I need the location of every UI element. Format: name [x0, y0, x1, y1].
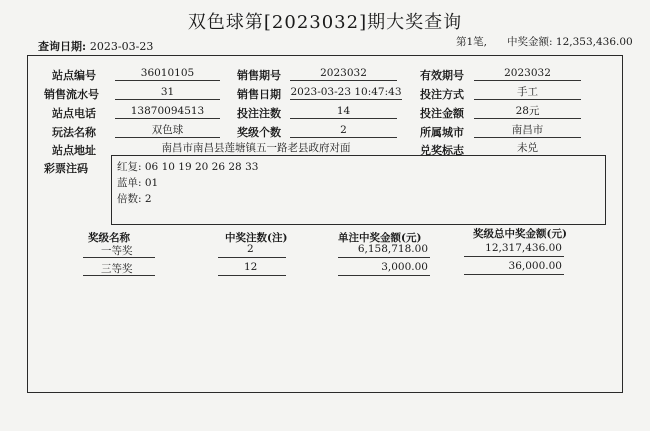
total-prize-value: 12,353,436.00 [555, 36, 633, 48]
record-count: 第1笔, [456, 36, 488, 48]
phone-label: 站点电话 [52, 107, 96, 120]
city-value: 南昌市 [474, 124, 581, 138]
total-amount: 36,000.00 [508, 260, 562, 272]
red-balls-line: 红复: 06 10 19 20 26 28 33 [117, 161, 259, 173]
col-header-prize-name: 奖级名称 [88, 232, 130, 244]
col-header-total-amount: 奖级总中奖金额(元) [473, 228, 567, 240]
city-label: 所属城市 [420, 126, 464, 139]
total-amount: 12,317,436.00 [485, 242, 562, 254]
valid-period-value: 2023032 [474, 67, 581, 81]
valid-period-label: 有效期号 [420, 69, 464, 82]
underline [464, 274, 564, 275]
total-prize-label: 中奖金额: [507, 36, 553, 48]
page-title: 双色球第[2023032]期大奖查询 [187, 12, 463, 33]
phone-value: 13870094513 [115, 105, 220, 119]
col-header-single-amount: 单注中奖金额(元) [338, 232, 422, 244]
query-date [38, 38, 153, 54]
redeem-label: 兑奖标志 [420, 144, 464, 157]
prize-name: 一等奖 [101, 245, 133, 257]
bet-numbers-box [111, 155, 606, 225]
ticket-details-panel [27, 55, 623, 393]
underline [338, 257, 430, 258]
underline [464, 256, 564, 257]
bet-numbers-label: 彩票注码 [44, 162, 88, 175]
serial-no-value: 31 [115, 86, 220, 100]
win-count: 12 [244, 261, 258, 273]
bet-count-value: 14 [290, 105, 397, 119]
play-name-label: 玩法名称 [52, 126, 96, 139]
prize-levels-label: 奖级个数 [237, 126, 281, 139]
sale-period-value: 2023032 [290, 67, 397, 81]
blue-ball-line: 蓝单: 01 [117, 177, 159, 189]
underline [338, 275, 430, 276]
address-label: 站点地址 [52, 144, 96, 157]
prize-levels-value: 2 [290, 124, 397, 138]
query-date-value: 2023-03-23 [89, 40, 154, 53]
multiple-line: 倍数: 2 [117, 193, 152, 205]
query-date-label: 查询日期: [38, 40, 87, 53]
prize-name: 三等奖 [101, 263, 133, 275]
underline [218, 257, 286, 258]
redeem-value: 未兑 [474, 142, 581, 156]
underline [83, 275, 155, 276]
sale-date-label: 销售日期 [237, 88, 281, 101]
underline [218, 275, 286, 276]
bet-method-label: 投注方式 [420, 88, 464, 101]
underline [83, 257, 155, 258]
sale-period-label: 销售期号 [237, 69, 281, 82]
bet-count-label: 投注注数 [237, 107, 281, 120]
serial-no-label: 销售流水号 [44, 88, 99, 101]
bet-method-value: 手工 [474, 86, 581, 100]
sale-date-value: 2023-03-23 10:47:43 [290, 86, 402, 98]
summary [456, 34, 633, 49]
col-header-win-count: 中奖注数(注) [225, 232, 288, 244]
station-no-label: 站点编号 [52, 69, 96, 82]
bet-amount-label: 投注金额 [420, 107, 464, 120]
station-no-value: 36010105 [115, 67, 220, 81]
bet-amount-value: 28元 [474, 105, 581, 119]
win-count: 2 [247, 243, 254, 255]
single-amount: 3,000.00 [381, 261, 428, 273]
single-amount: 6,158,718.00 [357, 243, 428, 255]
address-value: 南昌市南昌县莲塘镇五一路老县政府对面 [115, 142, 397, 156]
play-name-value: 双色球 [115, 124, 220, 138]
